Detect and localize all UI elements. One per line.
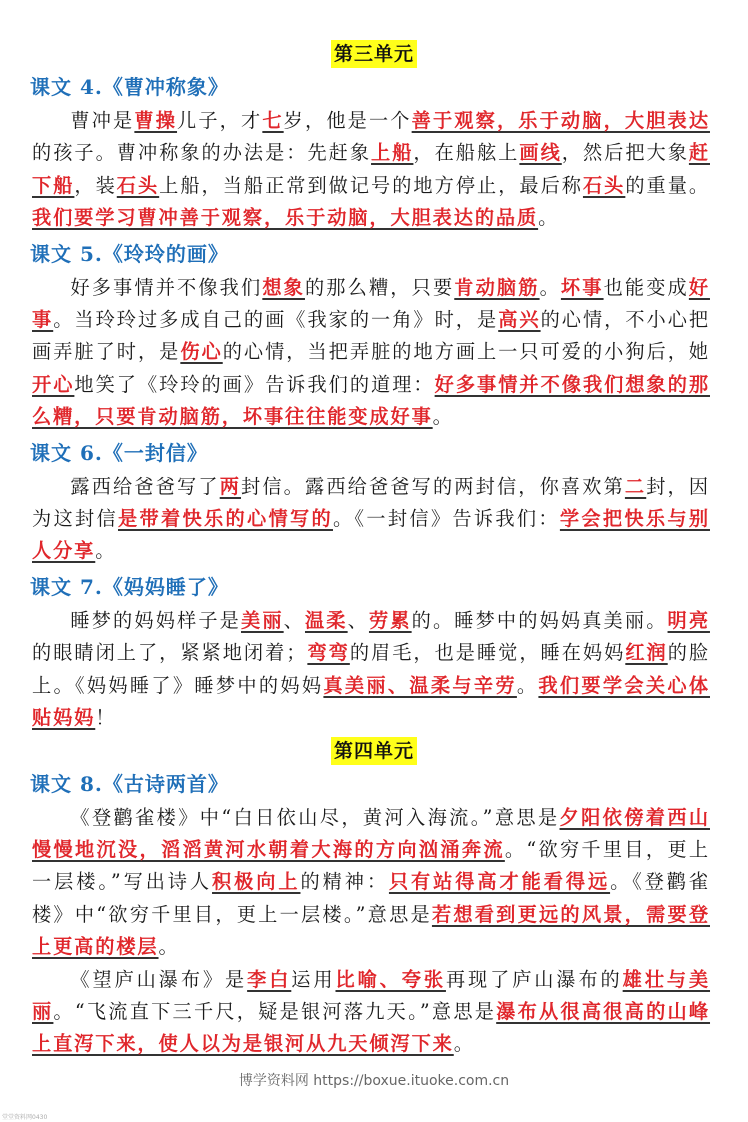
unit-heading-row — [0, 737, 748, 765]
body-text: ，在船舷上 — [413, 141, 520, 165]
key-point-text: 夕阳依傍着西山慢慢地沉没，滔滔黄河水朝着大海的方向汹涌奔流 — [32, 805, 710, 861]
lesson-title: 课文 5.《玲玲的画》 — [30, 241, 229, 266]
key-point-text: 石头 — [116, 173, 160, 197]
key-point-text: 想象 — [262, 275, 305, 299]
key-point-text: 赶下船 — [32, 141, 710, 197]
body-text: 的眉毛，也是睡觉，睡在妈妈 — [349, 641, 626, 665]
body-text: 的眼睛闭上了，紧紧地闭着； — [32, 641, 308, 665]
body-text: 上船，当船正常到做记号的地方停止，最后称 — [159, 173, 583, 197]
key-point-text: 曹操 — [134, 109, 178, 132]
key-point-text: 积极向上 — [212, 870, 301, 894]
key-point-text: 只有站得高才能看得远 — [388, 870, 611, 894]
key-point-text: 石头 — [582, 173, 626, 197]
body-text: 地笑了《玲玲的画》告诉我们的道理： — [74, 372, 435, 396]
key-point-text: 善于观察，乐于动脑，大胆表达 — [411, 109, 710, 132]
key-point-text: 是带着快乐的心情写的 — [118, 507, 333, 531]
unit-heading-row — [0, 40, 748, 68]
key-point-text: 若想看到更远的风景，需要登上更高的楼层 — [32, 902, 710, 959]
body-text: 运用 — [291, 967, 336, 991]
body-text: 的那么糟，只要 — [304, 275, 455, 299]
key-point-text: 真美丽、温柔与辛劳 — [323, 673, 517, 697]
body-text: 也能变成 — [603, 275, 689, 299]
body-text: 再现了庐山瀑布的 — [445, 967, 623, 991]
body-text: 曹冲是 — [70, 109, 135, 132]
key-point-text: 两 — [219, 474, 242, 498]
lesson-title: 课文 7.《妈妈睡了》 — [30, 574, 229, 599]
key-point-text: 伤心 — [180, 340, 223, 364]
lesson-title: 课文 8.《古诗两首》 — [30, 771, 229, 796]
key-point-text: 画线 — [519, 141, 562, 165]
body-text: 。 — [516, 673, 539, 697]
key-point-text: 美丽 — [241, 608, 284, 632]
body-text: 。 — [538, 206, 560, 230]
lesson-title: 课文 4.《曹冲称象》 — [30, 75, 229, 99]
key-point-text: 劳累 — [368, 608, 412, 632]
body-text: 露西给爸爸写了 — [70, 474, 220, 498]
body-text: 。 — [95, 539, 117, 563]
lesson-paragraph — [32, 605, 710, 735]
lesson-paragraph — [32, 964, 710, 1061]
key-point-text: 坏事 — [560, 275, 604, 299]
body-text: 。《登鹳雀楼》中“欲穷千里目，更上一层楼。”意思是 — [32, 870, 710, 926]
key-point-text: 学会把快乐与别人分享 — [32, 507, 710, 563]
body-text: 。《一封信》告诉我们： — [333, 507, 560, 531]
body-text: 。 — [453, 1032, 475, 1056]
body-text: 儿子，才 — [177, 109, 263, 132]
body-text: 的孩子。曹冲称象的办法是：先赶象 — [32, 141, 372, 165]
body-text: 的心情，不小心把画弄脏了时，是 — [32, 308, 711, 364]
key-point-text: 高兴 — [498, 308, 541, 332]
key-point-text: 二 — [624, 474, 647, 498]
document-content — [0, 40, 748, 1061]
key-point-text: 李白 — [247, 967, 292, 991]
body-text: ！ — [95, 706, 117, 730]
key-point-text: 红润 — [625, 641, 668, 665]
key-point-text: 明亮 — [667, 608, 710, 632]
lesson-title: 课文 6.《一封信》 — [30, 440, 208, 465]
watermark-url: 博学资料网 https://boxue.ituoke.com.cn — [238, 1073, 510, 1089]
key-point-text: 我们要学会关心体贴妈妈 — [32, 673, 710, 730]
key-point-text: 好多事情并不像我们想象的那么糟，只要肯动脑筋，坏事往往能变成好事 — [32, 372, 710, 429]
lesson-paragraph — [32, 471, 710, 568]
body-text: 。 — [432, 405, 454, 429]
key-point-text: 开心 — [32, 372, 75, 396]
key-point-text: 上船 — [371, 141, 414, 165]
body-text: 岁，他是一个 — [283, 109, 412, 132]
key-point-text: 比喻、夸张 — [335, 967, 446, 991]
body-text: 的精神： — [300, 870, 389, 894]
key-point-text: 雄壮与美丽 — [32, 967, 711, 1023]
key-point-text: 弯弯 — [307, 641, 350, 665]
body-text: 。“飞流直下三千尺，疑是银河落九天。”意思是 — [53, 999, 497, 1023]
lesson-paragraph — [32, 272, 710, 434]
body-text: 。 — [539, 275, 561, 299]
body-text: ，装 — [74, 173, 117, 197]
key-point-text: 瀑布从很高很高的山峰上直泻下来，使人以为是银河从九天倾泻下来 — [32, 999, 711, 1056]
corner-mark: 堂堂资料网0430 — [2, 1114, 48, 1121]
body-text: 的脸上。《妈妈睡了》睡梦中的妈妈 — [32, 641, 710, 697]
body-text: ，然后把大象 — [561, 141, 689, 165]
body-text: 好多事情并不像我们 — [70, 275, 263, 299]
body-text: 。 — [158, 935, 180, 959]
body-text: 睡梦的妈妈样子是 — [70, 608, 241, 632]
body-text: 封信。露西给爸爸写的两封信，你喜欢第 — [241, 474, 625, 498]
body-text: 的心情，当把弄脏的地方画上一只可爱的小狗后，她 — [222, 340, 710, 364]
unit-title: 第四单元 — [331, 737, 417, 765]
lesson-paragraph — [32, 802, 710, 964]
body-text: 、 — [283, 608, 305, 632]
body-text: 的。睡梦中的妈妈真美丽。 — [411, 608, 668, 632]
body-text: 、 — [347, 608, 369, 632]
body-text: 封，因为这封信 — [32, 474, 710, 531]
unit-title: 第三单元 — [331, 40, 417, 68]
body-text: 。“欲穷千里目，更上一层楼。”写出诗人 — [32, 837, 710, 894]
body-text: 《登鹳雀楼》中“白日依山尽，黄河入海流。”意思是 — [70, 805, 560, 829]
body-text: 《望庐山瀑布》是 — [70, 967, 248, 991]
key-point-text: 七 — [262, 109, 284, 132]
key-point-text: 温柔 — [304, 608, 348, 632]
key-point-text: 我们要学习曹冲善于观察，乐于动脑，大胆表达的品质 — [32, 206, 539, 230]
lesson-paragraph — [32, 105, 710, 235]
body-text: 。当玲玲过多成自己的画《我家的一角》时，是 — [53, 308, 499, 332]
body-text: 的重量。 — [625, 173, 710, 197]
key-point-text: 肯动脑筋 — [454, 275, 540, 299]
key-point-text: 好事 — [32, 275, 710, 332]
